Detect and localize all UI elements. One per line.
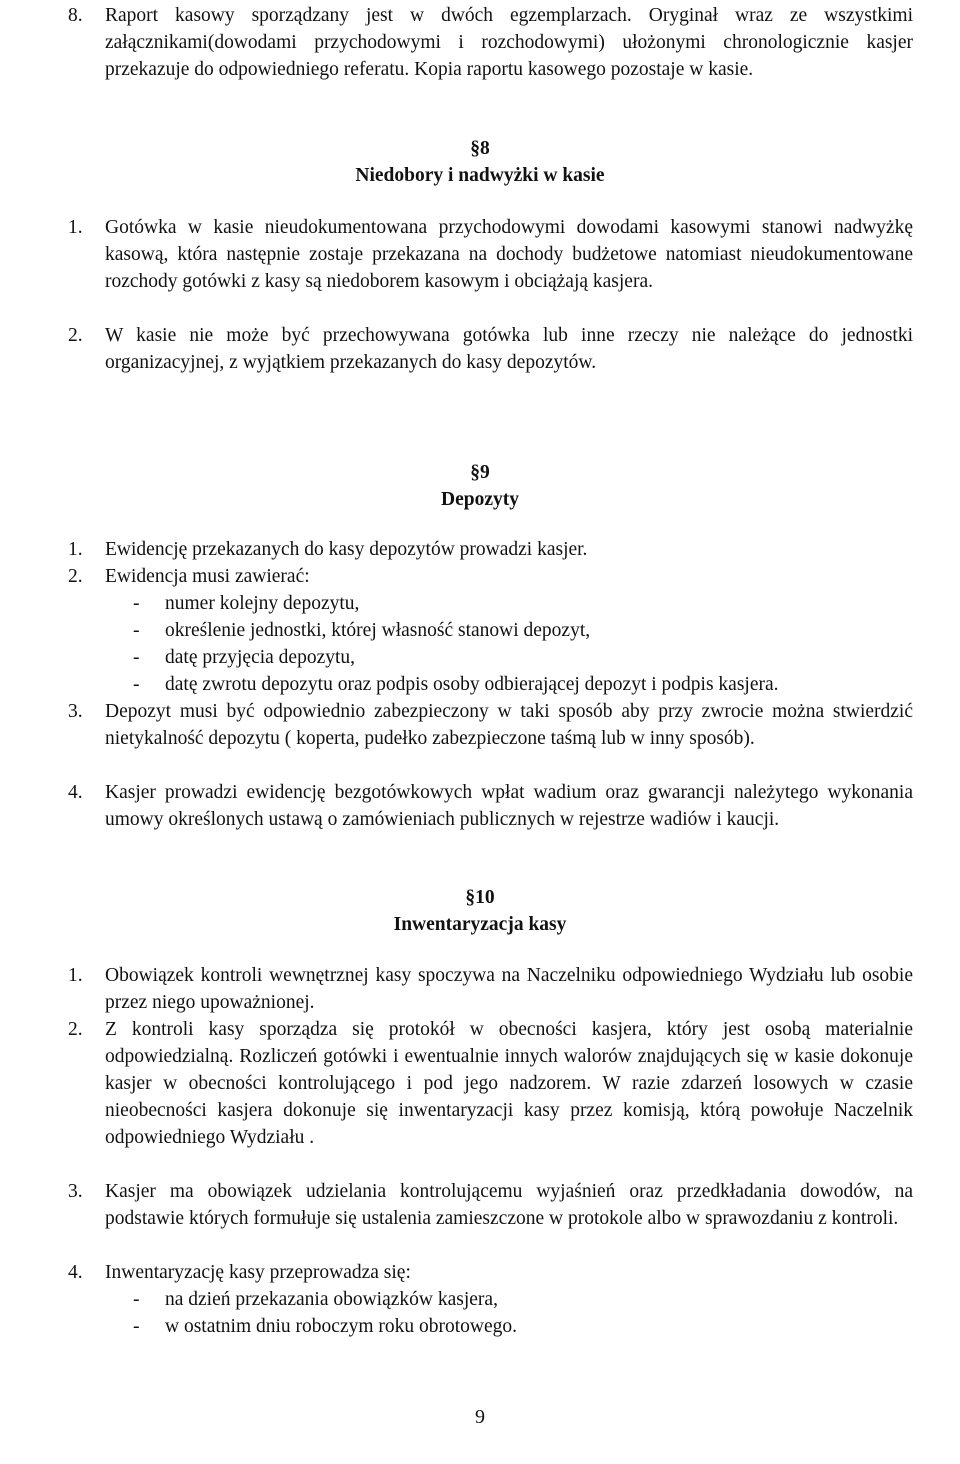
item-number: 3.	[68, 1181, 83, 1202]
sub-item	[133, 590, 918, 617]
section-symbol: §8	[470, 138, 490, 159]
section-title: Inwentaryzacja kasy	[393, 914, 567, 935]
section-title: Niedobory i nadwyżki w kasie	[355, 165, 605, 186]
sub-item	[133, 644, 918, 671]
item-text: Kasjer ma obowiązek udzielania kontrolującemu wyjaśnień oraz przedkładania dowodów, na podstawie których formułuje się ustalenia zamieszczone w protokole albo w sprawozdaniu z kontroli.	[105, 1181, 913, 1229]
item-text: Z kontroli kasy sporządza się protokół w obecności kasjera, który jest osobą materialnie odpowiedzialną. Rozliczeń gotówki i ewentualnie innych walorów znajdujących się w kasie dokonuje kasjer w obecności kontrolującego i pod jego nadzorem. W razie zdarzeń losowych w czasie nieobecności kasjera dokonuje się inwentaryzacji kasy przez komisją, którą powołuje Naczelnik odpowiedniego Wydziału .	[105, 1019, 913, 1148]
item-number: 2.	[68, 1019, 83, 1040]
section-title: Depozyty	[441, 489, 519, 510]
sub-item-text: numer kolejny depozytu,	[165, 593, 360, 614]
item-number: 4.	[68, 1262, 83, 1283]
item-text: Raport kasowy sporządzany jest w dwóch egzemplarzach. Oryginał wraz ze wszystkimi załącznikami(dowodami przychodowymi i rozchodowymi) ułożonymi chronologicznie kasjer przekazuje do odpowiedniego referatu. Kopia raportu kasowego pozostaje w kasie.	[105, 5, 913, 80]
sub-item	[133, 1286, 918, 1313]
list-item	[68, 962, 913, 1016]
item-text: Gotówka w kasie nieudokumentowana przychodowymi dowodami kasowymi stanowi nadwyżkę kasową, która następnie zostaje przekazana na dochody budżetowe natomiast nieudokumentowane rozchody gotówki z kasy są niedoborem kasowym i obciążają kasjera.	[105, 217, 913, 292]
list-item	[68, 1178, 913, 1232]
paragraph-8	[68, 2, 913, 83]
item-number: 1.	[68, 965, 83, 986]
list-item	[68, 563, 913, 590]
sub-item-text: datę zwrotu depozytu oraz podpis osoby odbierającej depozyt i podpis kasjera.	[165, 674, 779, 695]
item-number: 4.	[68, 782, 83, 803]
item-text: Ewidencja musi zawierać:	[105, 566, 310, 587]
item-number: 1.	[68, 539, 83, 560]
sub-item-text: w ostatnim dniu roboczym roku obrotowego.	[165, 1316, 518, 1337]
section-symbol: §10	[465, 887, 495, 908]
dash-bullet: -	[133, 1316, 140, 1337]
list-item	[68, 1259, 913, 1286]
item-text: Inwentaryzację kasy przeprowadza się:	[105, 1262, 411, 1283]
dash-bullet: -	[133, 647, 140, 668]
list-item	[68, 536, 913, 563]
sub-item	[133, 1313, 918, 1340]
item-text: Ewidencję przekazanych do kasy depozytów prowadzi kasjer.	[105, 539, 588, 560]
item-text: W kasie nie może być przechowywana gotówka lub inne rzeczy nie należące do jednostki organizacyjnej, z wyjątkiem przekazanych do kasy depozytów.	[105, 325, 913, 373]
section-symbol: §9	[470, 462, 490, 483]
list-item	[68, 1016, 913, 1151]
sub-item-text: datę przyjęcia depozytu,	[165, 647, 356, 668]
list-item	[68, 698, 913, 752]
page-number: 9	[475, 1406, 485, 1428]
sub-item-text: określenie jednostki, której własność stanowi depozyt,	[165, 620, 591, 641]
sub-item	[133, 671, 918, 698]
item-number: 1.	[68, 217, 83, 238]
item-text: Kasjer prowadzi ewidencję bezgotówkowych wpłat wadium oraz gwarancji należytego wykonania umowy określonych ustawą o zamówieniach publicznych w rejestrze wadiów i kaucji.	[105, 782, 913, 830]
item-number: 8.	[68, 5, 83, 26]
item-text: Obowiązek kontroli wewnętrznej kasy spoczywa na Naczelniku odpowiedniego Wydziału lub osobie przez niego upoważnionej.	[105, 965, 913, 1013]
item-number: 3.	[68, 701, 83, 722]
dash-bullet: -	[133, 1289, 140, 1310]
item-number: 2.	[68, 325, 83, 346]
item-text: Depozyt musi być odpowiednio zabezpieczony w taki sposób aby przy zwrocie można stwierdzić nietykalność depozytu ( koperta, pudełko zabezpieczone taśmą lub w inny sposób).	[105, 701, 913, 749]
list-item	[68, 214, 913, 295]
sub-item-text: na dzień przekazania obowiązków kasjera,	[165, 1289, 498, 1310]
dash-bullet: -	[133, 593, 140, 614]
sub-item	[133, 617, 918, 644]
list-item	[68, 779, 913, 833]
dash-bullet: -	[133, 674, 140, 695]
item-number: 2.	[68, 566, 83, 587]
list-item	[68, 322, 913, 376]
dash-bullet: -	[133, 620, 140, 641]
